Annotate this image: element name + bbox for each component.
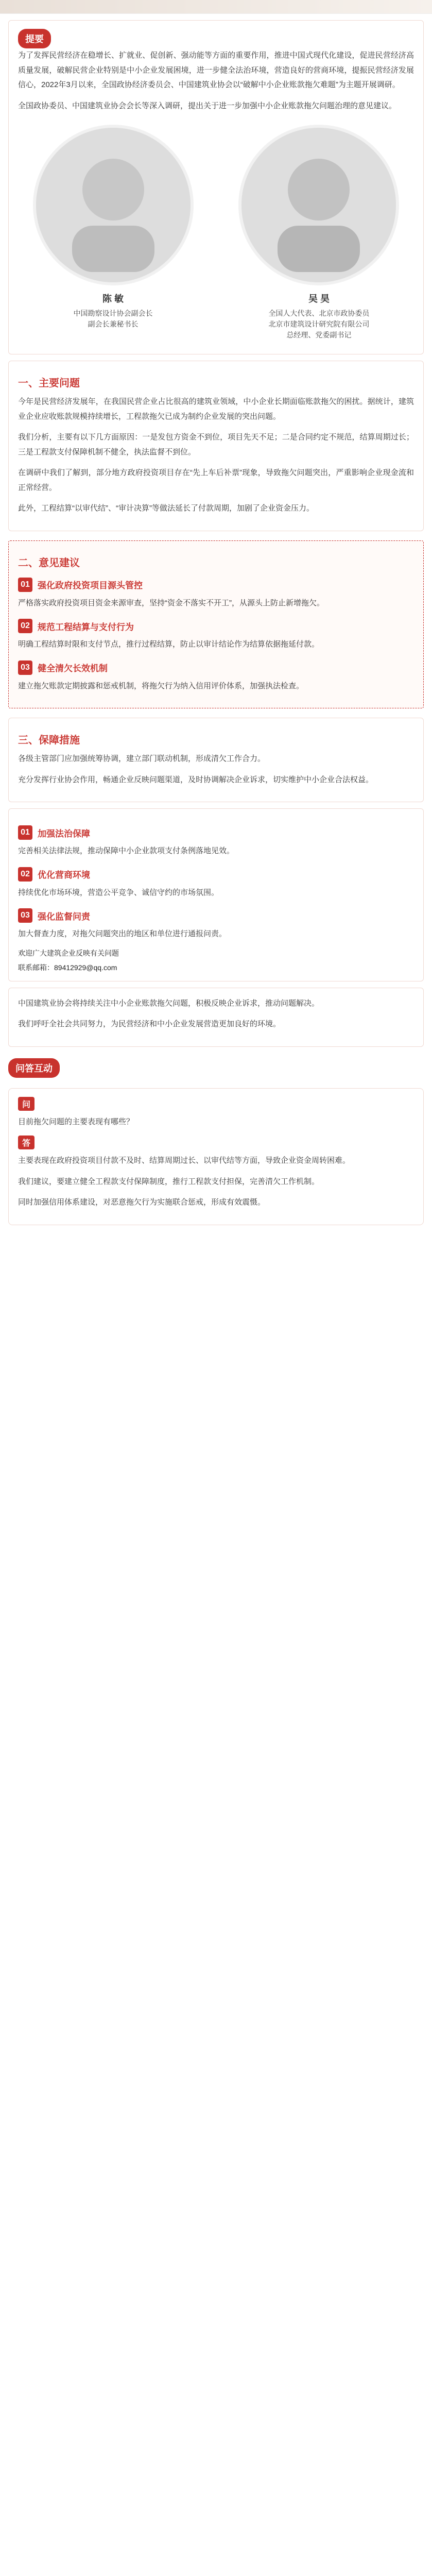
item-title: 强化政府投资项目源头管控 — [38, 581, 143, 590]
item-row-1 — [18, 825, 414, 840]
qa-card — [8, 1088, 424, 1225]
item-number-badge: 03 — [18, 660, 32, 675]
section5-p2: 我们呼吁全社会共同努力，为民营经济和中小企业发展营造更加良好的环境。 — [18, 1020, 281, 1028]
item-row-3 — [18, 660, 414, 675]
contact-line: 欢迎广大建筑企业反映有关问题 — [18, 948, 119, 957]
intro-paragraph-1: 为了发挥民营经济在稳增长、扩就业、促创新、强动能等方面的重要作用，推进中国式现代化建设，促进民营经济高质量发展，破解民营企业特别是中小企业发展困境，进一步健全法治环境，营造良好的营商环境，提振民营经济发展信心，2022年3月以来，全国政协经济委员会、中国建筑业协会以“破解中小企业账款拖欠难题”为主题开展调研。 — [18, 51, 414, 89]
intro-card — [8, 20, 424, 354]
section3-p1: 各级主管部门应加强统筹协调，建立部门联动机制，形成清欠工作合力。 — [18, 754, 266, 763]
item-row-3 — [18, 908, 414, 923]
answer-text: 主要表现在政府投资项目付款不及时、结算周期过长、以审代结等方面，导致企业资金周转困难。 — [18, 1156, 351, 1165]
section-title: 一、主要问题 — [18, 378, 80, 389]
intro-paragraph-2: 全国政协委员、中国建筑业协会会长等深入调研，提出关于进一步加强中小企业账款拖欠问题治理的意见建议。 — [18, 101, 397, 110]
top-banner — [0, 0, 432, 14]
section1-p2: 我们分析，主要有以下几方面原因：一是发包方资金不到位，项目先天不足；二是合同约定不规范，结算周期过长；三是工程款支付保障机制不健全，执法监督不到位。 — [18, 433, 414, 456]
answer-tag: 答 — [18, 1136, 34, 1149]
item-text: 严格落实政府投资项目资金来源审查，坚持“资金不落实不开工”，从源头上防止新增拖欠。 — [18, 598, 324, 607]
section1-p3: 在调研中我们了解到，部分地方政府投资项目存在“先上车后补票”现象，导致拖欠问题突出，严重影响企业现金流和正常经营。 — [18, 468, 414, 492]
question-tag: 问 — [18, 1097, 34, 1111]
profiles-row — [18, 120, 414, 346]
section1-p1: 今年是民营经济发展年，在我国民营企业占比很高的建筑业领域，中小企业长期面临账款拖欠的困扰。据统计，建筑业企业应收账款规模持续增长，工程款拖欠已成为制约企业发展的突出问题。 — [18, 397, 414, 421]
item-title: 规范工程结算与支付行为 — [38, 622, 134, 632]
intro-tag: 提要 — [18, 29, 51, 48]
item-title: 强化监督问责 — [38, 911, 90, 922]
person-photo-icon — [241, 128, 396, 282]
question-text: 目前拖欠问题的主要表现有哪些？ — [18, 1117, 134, 1126]
profile-name: 吴 昊 — [308, 294, 330, 304]
item-text: 建立拖欠账款定期披露和惩戒机制，将拖欠行为纳入信用评价体系，加强执法检查。 — [18, 681, 304, 690]
item-number-badge: 02 — [18, 619, 32, 633]
section-3 — [8, 718, 424, 802]
contact-email[interactable]: 联系邮箱：89412929@qq.com — [18, 963, 117, 972]
section-1 — [8, 361, 424, 531]
page-root — [0, 0, 432, 1256]
item-number-badge: 01 — [18, 825, 32, 840]
item-row-2 — [18, 867, 414, 882]
footer-gap — [0, 1235, 432, 1256]
avatar — [33, 125, 194, 285]
item-text: 加大督查力度，对拖欠问题突出的地区和单位进行通报问责。 — [18, 929, 227, 938]
profile-card-2 — [224, 125, 414, 341]
item-number-badge: 02 — [18, 867, 32, 882]
avatar — [238, 125, 399, 285]
item-text: 完善相关法律法规，推动保障中小企业款项支付条例落地见效。 — [18, 846, 235, 855]
item-number-badge: 03 — [18, 908, 32, 923]
item-title: 加强法治保障 — [38, 828, 90, 839]
profile-name: 陈 敏 — [102, 294, 124, 304]
item-row-1 — [18, 578, 414, 592]
qa-paragraph-1: 我们建议，要建立健全工程款支付保障制度，推行工程款支付担保，完善清欠工作机制。 — [18, 1177, 320, 1186]
item-text: 明确工程结算时限和支付节点，推行过程结算，防止以审计结论作为结算依据拖延付款。 — [18, 640, 320, 649]
section1-p4: 此外，工程结算“以审代结”、“审计决算”等做法延长了付款周期，加剧了企业资金压力。 — [18, 504, 314, 513]
section-title: 二、意见建议 — [18, 557, 80, 569]
item-text: 持续优化市场环境，营造公平竞争、诚信守约的市场氛围。 — [18, 888, 219, 897]
section-4 — [8, 808, 424, 981]
person-photo-icon — [36, 128, 191, 282]
section-5 — [8, 988, 424, 1047]
item-title: 优化营商环境 — [38, 870, 90, 880]
qa-heading: 问答互动 — [8, 1058, 60, 1078]
profile-desc: 中国勘察设计协会副会长 副会长兼秘书长 — [73, 309, 153, 328]
profile-desc: 全国人大代表、北京市政协委员 北京市建筑设计研究院有限公司 总经理、党委副书记 — [268, 309, 370, 339]
section5-p1: 中国建筑业协会将持续关注中小企业账款拖欠问题，积极反映企业诉求，推动问题解决。 — [18, 998, 320, 1008]
item-number-badge: 01 — [18, 578, 32, 592]
section-title: 三、保障措施 — [18, 735, 80, 746]
qa-paragraph-2: 同时加强信用体系建设，对恶意拖欠行为实施联合惩戒，形成有效震慑。 — [18, 1198, 266, 1207]
item-title: 健全清欠长效机制 — [38, 664, 108, 673]
item-row-2 — [18, 619, 414, 633]
section3-p2: 充分发挥行业协会作用，畅通企业反映问题渠道，及时协调解决企业诉求，切实维护中小企业合法权益。 — [18, 775, 374, 784]
profile-card-1 — [18, 125, 208, 341]
section-2 — [8, 540, 424, 709]
